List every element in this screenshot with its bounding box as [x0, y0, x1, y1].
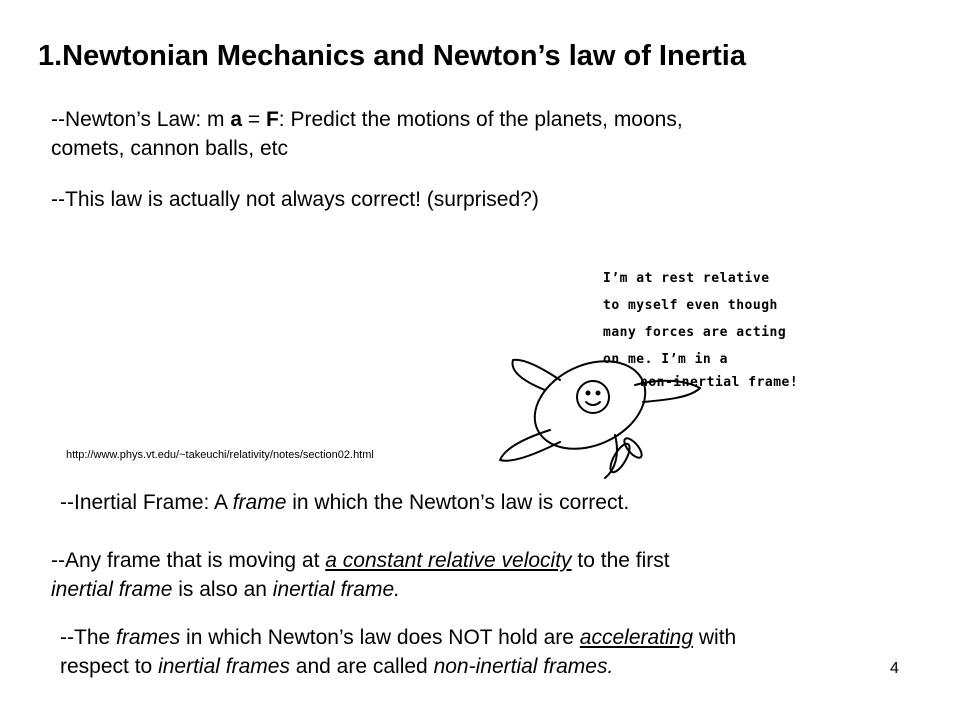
law-equals: =	[242, 108, 266, 131]
constant-velocity-phrase: a constant relative velocity	[325, 549, 572, 572]
frames-prefix: --The	[60, 626, 117, 649]
inertial-rest: in which the Newton’s law is correct.	[286, 491, 630, 514]
newtons-law-line	[51, 105, 683, 134]
speech-line: to myself even though	[603, 298, 778, 313]
any-rest: to the first	[571, 549, 670, 572]
frames-line2-prefix: respect to	[60, 655, 159, 678]
any-frame-line-2	[51, 575, 400, 604]
frames-line2-mid: and are called	[289, 655, 434, 678]
inertial-frames-term: inertial frames	[158, 655, 290, 678]
any-frame-line	[51, 546, 670, 575]
accelerating-word: accelerating	[579, 626, 694, 649]
speech-line: many forces are acting	[603, 325, 787, 340]
non-inertial-frames-term: non-inertial frames.	[433, 655, 614, 678]
any-line2-mid: is also an	[172, 578, 273, 601]
speech-line: on me. I’m in a	[603, 352, 728, 367]
page-number: 4	[890, 660, 899, 677]
frames-rest: with	[693, 626, 737, 649]
any-prefix: --Any frame that is moving at	[51, 549, 326, 572]
speech-line: non-inertial frame!	[640, 375, 799, 390]
speech-text	[603, 271, 798, 390]
law-f-symbol: F	[265, 108, 279, 131]
frames-mid: in which Newton’s law does NOT hold are	[180, 626, 580, 649]
speech-line: I’m at rest relative	[603, 271, 770, 286]
inertial-frame-word: frame	[232, 491, 287, 514]
law-rest: : Predict the motions of the planets, moons,	[278, 108, 683, 131]
slide-title: 1.Newtonian Mechanics and Newton’s law of Inertia	[38, 40, 746, 72]
frames-word: frames	[116, 626, 181, 649]
law-a-symbol: a	[230, 108, 243, 131]
inertial-frame-term: inertial frame	[51, 578, 173, 601]
non-inertial-line	[60, 623, 736, 652]
not-always-correct-line: --This law is actually not always correct! (surprised?)	[51, 188, 539, 211]
inertial-frame-line	[60, 488, 629, 517]
newtons-law-line-2: comets, cannon balls, etc	[51, 137, 288, 160]
non-inertial-line-2	[60, 652, 613, 681]
source-url: http://www.phys.vt.edu/~takeuchi/relativity/notes/section02.html	[66, 449, 374, 461]
inertial-frame-term-2: inertial frame.	[272, 578, 400, 601]
law-prefix: --Newton’s Law: m	[51, 108, 231, 131]
inertial-prefix: --Inertial Frame: A	[60, 491, 233, 514]
